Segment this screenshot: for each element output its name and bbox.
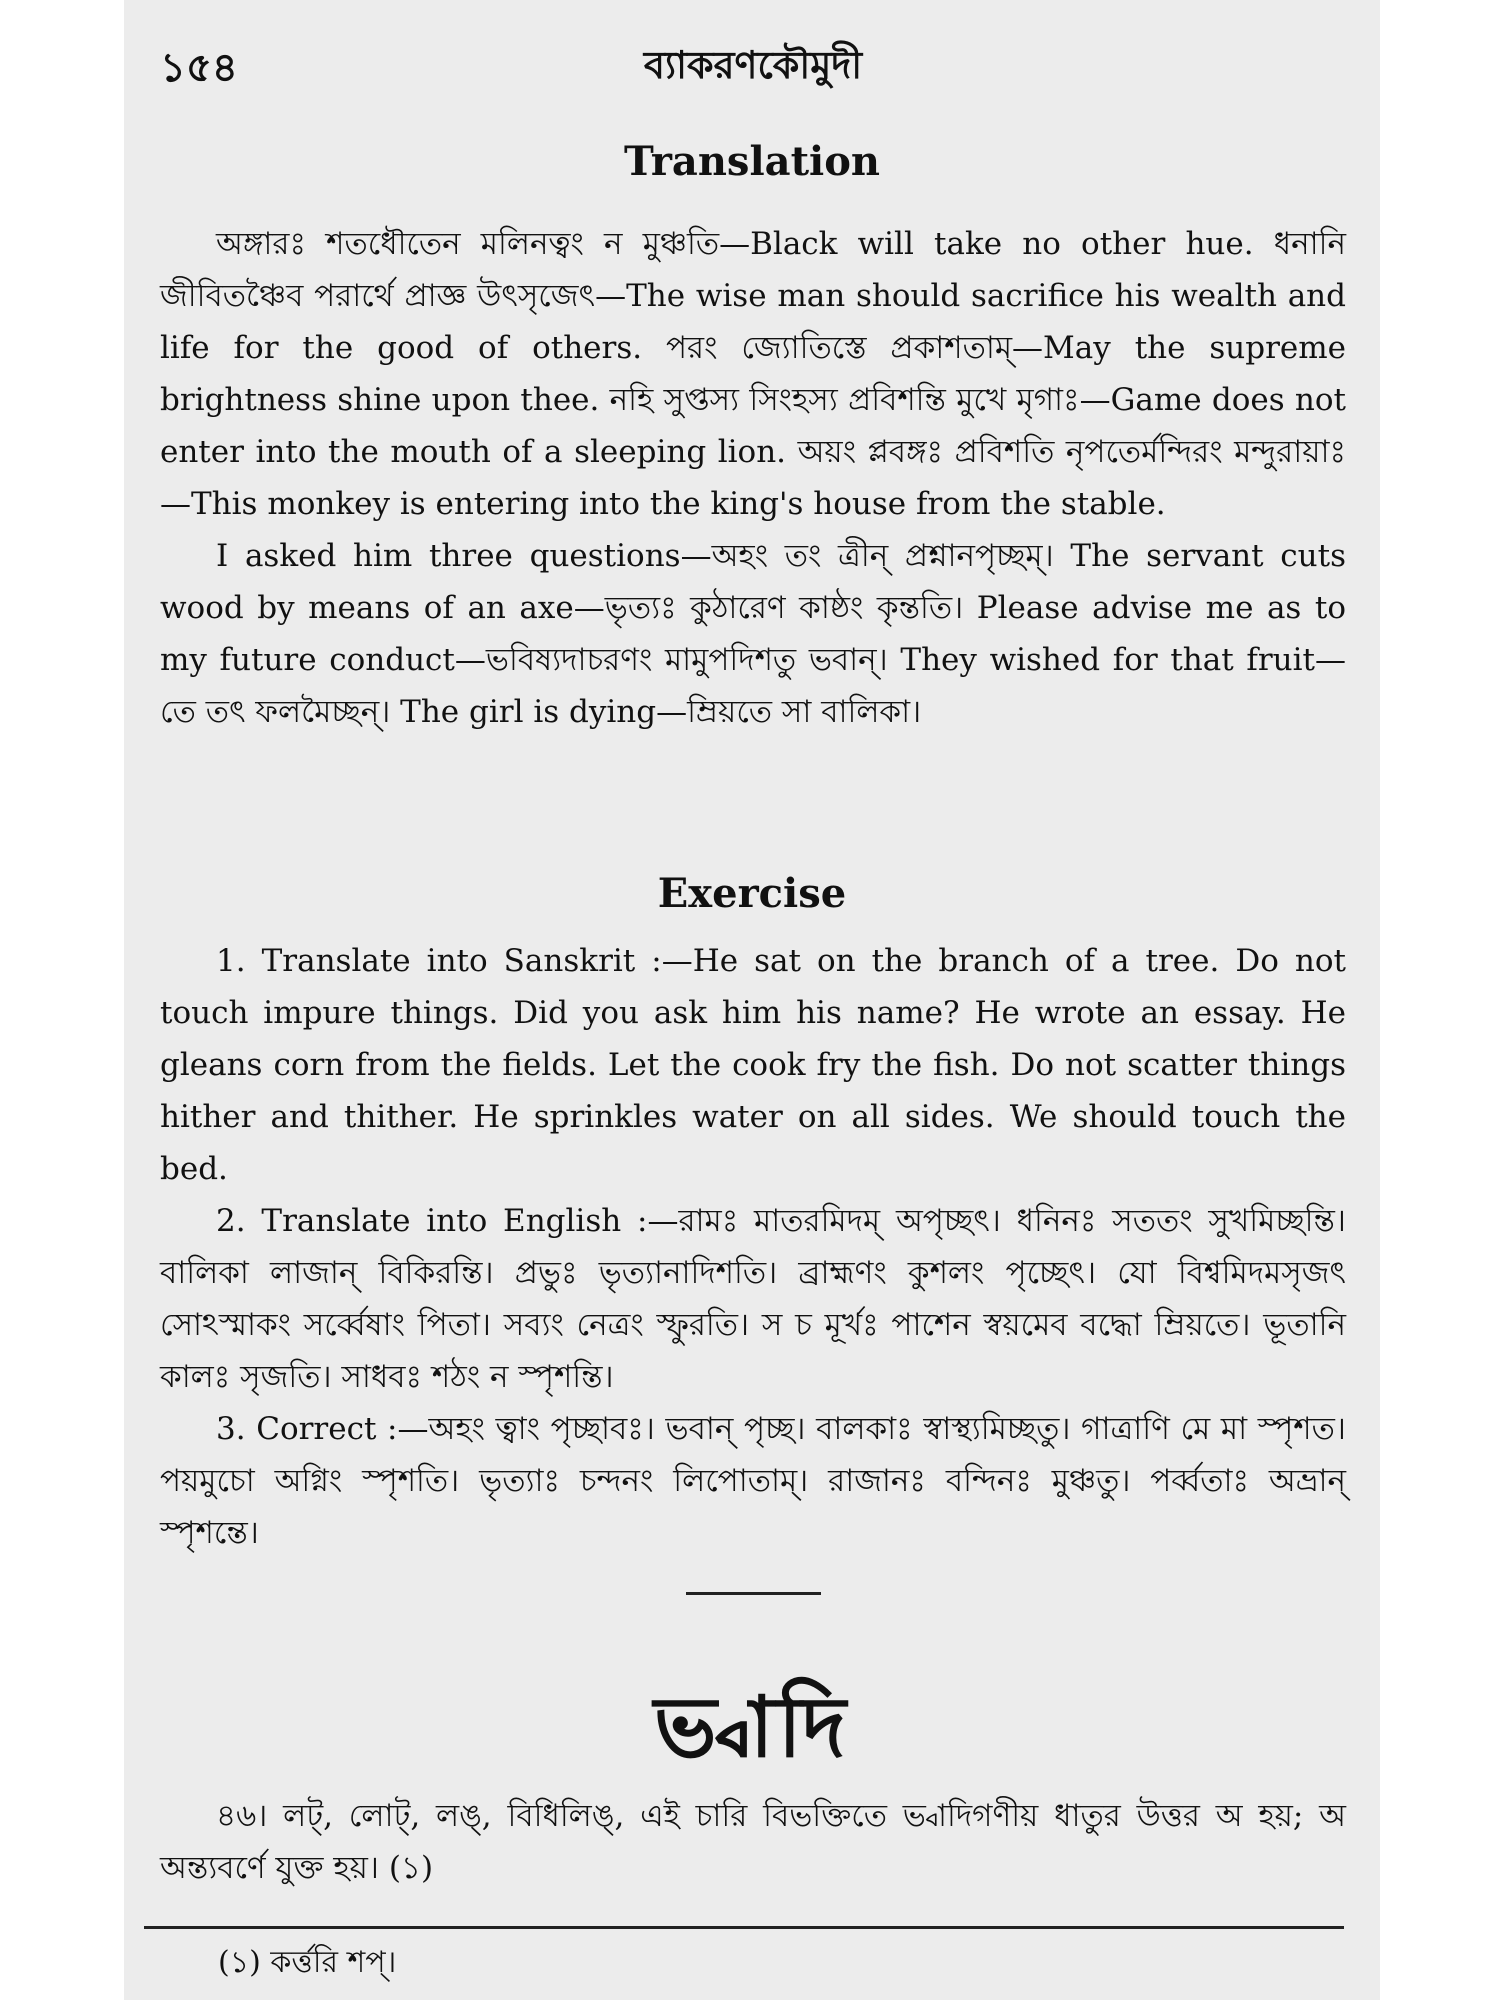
translation-paragraph-2: I asked him three questions—অহং তং ত্রীন্ প্রশ্নানপৃচ্ছম্। The servant cuts wood by means of an axe—ভৃত্যঃ কুঠারেণ কাষ্ঠং কৃন্ততি। Please advise me as to my future conduct—ভবিষ্যদাচরণং মামুপদিশতু ভবান্। They wished for that fruit—তে তৎ ফলমৈচ্ছন্। The girl is dying—ম্রিয়তে সা বালিকা। [160, 538, 1346, 730]
exercise-item-1: 1. Translate into Sanskrit :—He sat on the branch of a tree. Do not touch impure things. Did you ask him his name? He wrote an essay. He gleans corn from the fields. Let the cook fry the fish. Do not scatter things hither and thither. He sprinkles water on all sides. We should touch the bed. [160, 943, 1346, 1187]
page-number: ১৫৪ [160, 44, 238, 91]
exercise-item-3: 3. Correct :—অহং ত্বাং পৃচ্ছাবঃ। ভবান্ পৃচ্ছ। বালকাঃ স্বাস্থ্যমিচ্ছতু। গাত্রাণি মে মা স্পৃশত। পয়মুচো অগ্নিং স্পৃশতি। ভৃত্যাঃ চন্দনং লিপোতাম্। রাজানঃ বন্দিনঃ মুঞ্চতু। পর্ব্বতাঃ অভ্রান্ স্পৃশন্তে। [160, 1411, 1346, 1551]
rule-paragraph: ৪৬। লট্, লোট্, লঙ্, বিধিলিঙ্, এই চারি বিভক্তিতে ভ্বাদিগণীয় ধাতুর উত্তর অ হয়; অ অন্ত্যবর্ণে যুক্ত হয়। (১) [160, 1798, 1346, 1886]
footnote: (১) কর্ত্তরি শপ্। [218, 1945, 397, 1980]
exercise-item-2: 2. Translate into English :—রামঃ মাতরমিদম্ অপৃচ্ছৎ। ধনিনঃ সততং সুখমিচ্ছন্তি। বালিকা লাজান্ বিকিরন্তি। প্রভুঃ ভৃত্যানাদিশতি। ব্রাহ্মণং কুশলং পৃচ্ছেৎ। যো বিশ্বমিদমসৃজৎ সোঽস্মাকং সর্ব্বেষাং পিতা। সব্যং নেত্রং স্ফুরতি। স চ মূর্খঃ পাশেন স্বয়মেব বদ্ধো ম্রিয়তে। ভূতানি কালঃ সৃজতি। সাধবঃ শঠং ন স্পৃশন্তি। [160, 1203, 1346, 1395]
rule-section [160, 1790, 1346, 1894]
translation-paragraph-1: অঙ্গারঃ শতধৌতেন মলিনত্বং ন মুঞ্চতি—Black will take no other hue. ধনানি জীবিতঞ্চৈব পরার্থে প্রাজ্ঞ উৎসৃজেৎ—The wise man should sacrifice his wealth and life for the good of others. পরং জ্যোতিস্তে প্রকাশতাম্—May the supreme brightness shine upon thee. নহি সুপ্তস্য সিংহস্য প্রবিশন্তি মুখে মৃগাঃ—Game does not enter into the mouth of a sleeping lion. অয়ং প্লবঙ্গঃ প্রবিশতি নৃপতের্মন্দিরং মন্দুরায়াঃ—This monkey is entering into the king's house from the stable. [160, 226, 1347, 522]
page-header [160, 30, 1346, 100]
section-heading: ভ্বাদি [654, 1677, 850, 1776]
translation-heading: Translation [624, 138, 880, 185]
exercise-section [160, 935, 1346, 1559]
book-page [124, 0, 1380, 2000]
section-divider [686, 1592, 821, 1595]
running-title: ব্যাকরণকৌমুদী [643, 42, 863, 87]
footnote-divider [144, 1926, 1344, 1929]
exercise-heading: Exercise [657, 870, 847, 917]
translation-section [160, 218, 1346, 738]
